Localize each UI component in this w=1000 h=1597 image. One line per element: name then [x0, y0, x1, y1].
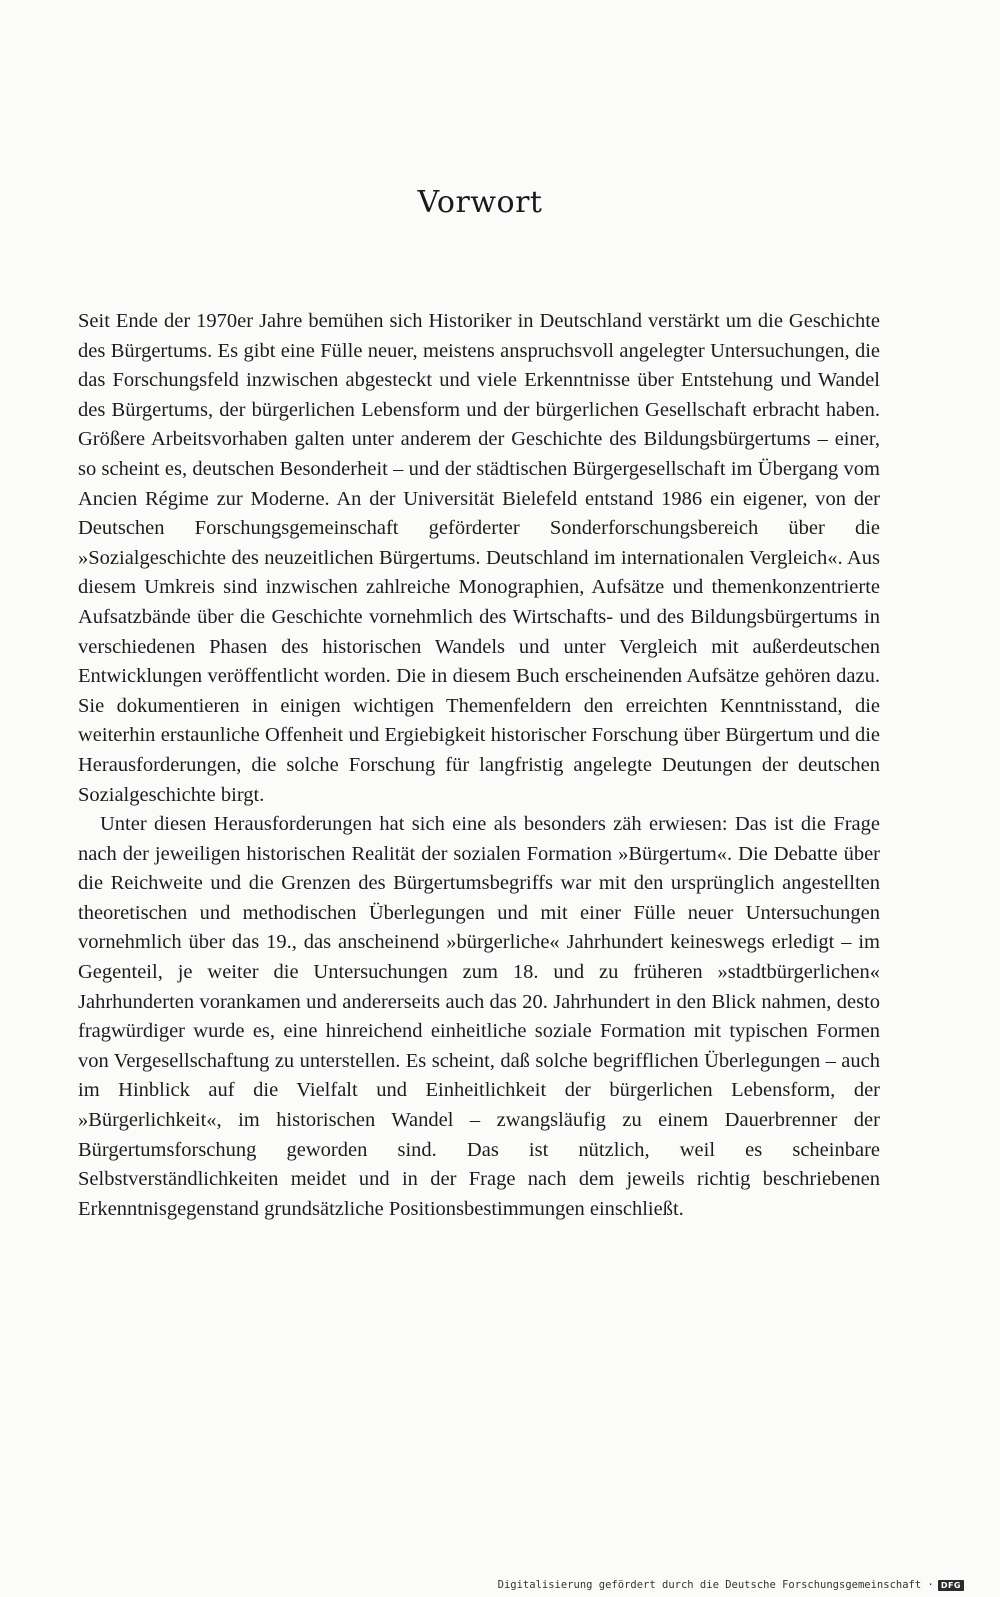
credit-text: Digitalisierung gefördert durch die Deutsche Forschungsgemeinschaft ·: [497, 1579, 934, 1591]
digitization-credit: [498, 1579, 964, 1591]
dfg-logo-icon: DFG: [938, 1580, 964, 1591]
paragraph-2: Unter diesen Herausforderungen hat sich eine als besonders zäh erwiesen: Das ist die Frage nach der jeweiligen historischen Realität der sozialen Formation »Bürgertum«. Die Debatte über die Reichweite und die Grenzen des Bürgertumsbegriffs war mit den ursprünglich angestellten theoretischen und methodischen Überlegungen und mit einer Fülle neuer Untersuchungen vornehmlich über das 19., das anscheinend »bürgerliche« Jahrhundert keineswegs erledigt – im Gegenteil, je weiter die Untersuchungen zum 18. und zu früheren »stadtbürgerlichen« Jahrhunderten vorankamen und andererseits auch das 20. Jahrhundert in den Blick nahmen, desto fragwürdiger wurde es, eine hinreichend einheitliche soziale Formation mit typischen Formen von Vergesellschaftung zu unterstellen. Es scheint, daß solche begrifflichen Überlegungen – auch im Hinblick auf die Vielfalt und Einheitlichkeit der bürgerlichen Lebensform, der »Bürgerlichkeit«, im historischen Wandel – zwangsläufig zu einem Dauerbrenner der Bürgertumsforschung geworden sind. Das ist nützlich, weil es scheinbare Selbstverständlichkeiten meidet und in der Frage nach dem jeweils richtig beschriebenen Erkenntnisgegenstand grundsätzliche Positionsbestimmungen einschließt.: [78, 813, 880, 1220]
paragraph-1: Seit Ende der 1970er Jahre bemühen sich Historiker in Deutschland verstärkt um die Geschichte des Bürgertums. Es gibt eine Fülle neuer, meistens anspruchsvoll angelegter Untersuchungen, die das Forschungsfeld inzwischen abgesteckt und viele Erkenntnisse über Entstehung und Wandel des Bürgertums, der bürgerlichen Lebensform und der bürgerlichen Gesellschaft erbracht haben. Größere Arbeitsvorhaben galten unter anderem der Geschichte des Bildungsbürgertums – einer, so scheint es, deutschen Besonderheit – und der städtischen Bürgergesellschaft im Übergang vom Ancien Régime zur Moderne. An der Universität Bielefeld entstand 1986 ein eigener, von der Deutschen Forschungsgemeinschaft geförderter Sonderforschungsbereich über die »Sozialgeschichte des neuzeitlichen Bürgertums. Deutschland im internationalen Vergleich«. Aus diesem Umkreis sind inzwischen zahlreiche Monographien, Aufsätze und themenkonzentrierte Aufsatzbände über die Geschichte vornehmlich des Wirtschafts- und des Bildungsbürgertums in verschiedenen Phasen des historischen Wandels und unter Vergleich mit außerdeutschen Entwicklungen veröffentlicht worden. Die in diesem Buch erscheinenden Aufsätze gehören dazu. Sie dokumentieren in einigen wichtigen Themenfeldern den erreichten Kenntnisstand, die weiterhin erstaunliche Offenheit und Ergiebigkeit historischer Forschung über Bürgertum und die Herausforderungen, die solche Forschung für langfristig angelegte Deutungen der deutschen Sozialgeschichte birgt.: [78, 310, 880, 806]
body-text: [78, 307, 880, 1224]
page-title: Vorwort: [417, 185, 543, 220]
